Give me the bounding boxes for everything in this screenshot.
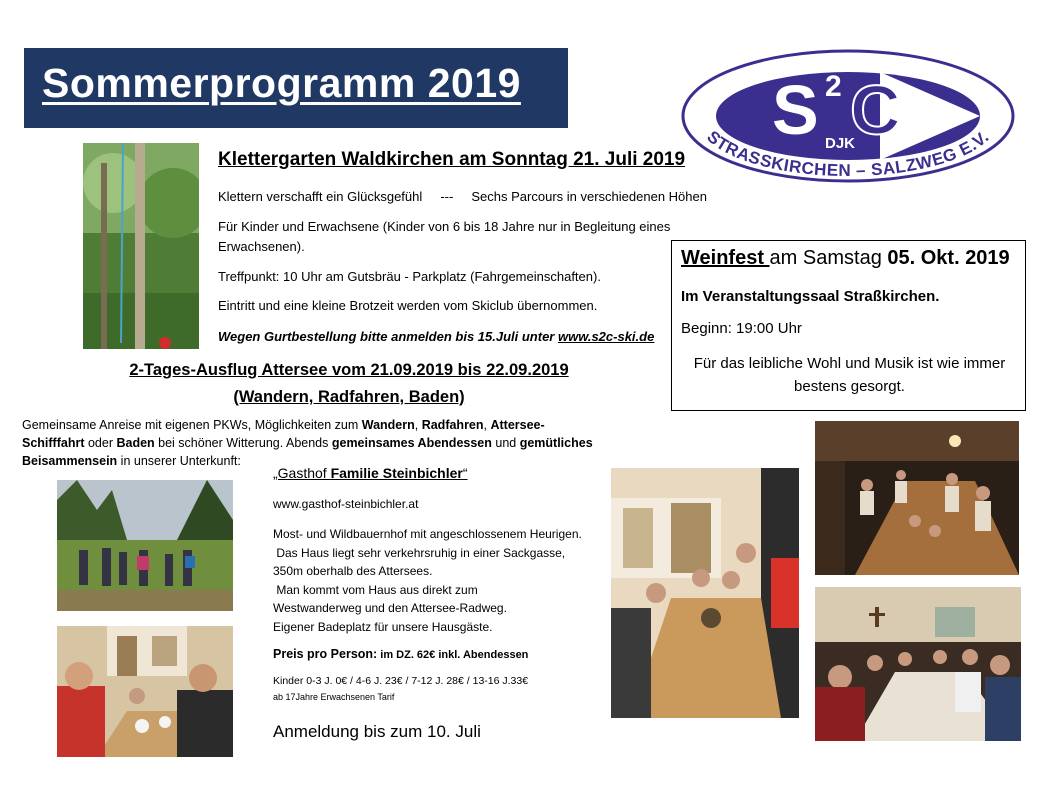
weinfest-venue: Im Veranstaltungssaal Straßkirchen. [681, 288, 940, 305]
dinner-table-photo [57, 626, 233, 757]
page-title: Sommerprogramm 2019 [42, 60, 521, 106]
toasting-photo [611, 468, 799, 718]
logo-sup: 2 [825, 70, 842, 103]
climbing-age-info: Für Kinder und Erwachsene (Kinder von 6 bis 18 Jahre nur in Begleitung eines Erwachsenen). [218, 219, 671, 254]
gasthof-website[interactable]: www.gasthof-steinbichler.at [273, 497, 419, 511]
hiking-group-photo [57, 480, 233, 611]
logo-s: S [772, 71, 819, 149]
climbing-intro: Klettern verschafft ein Glücksgefühl --- Sechs Parcours in verschiedenen Höhen [218, 189, 707, 204]
registration-deadline: Anmeldung bis zum 10. Juli [273, 722, 481, 741]
klettergarten-title: Klettergarten Waldkirchen am Sonntag 21. Juli 2019 [218, 149, 686, 170]
attersee-description: Gemeinsame Anreise mit eigenen PKWs, Möglichkeiten zum Wandern, Radfahren, Attersee- Schifffahrt oder Baden bei schöner Witterung. Abends gemeinsames Abendessen und gemütliches Beisammensein in unserer Unterkunft: [22, 418, 593, 468]
weinfest-box [671, 240, 1026, 411]
forest-climbing-photo [83, 143, 199, 349]
price-info: Preis pro Person: im DZ. 62€ inkl. Abendessen [273, 647, 529, 661]
logo-djk: DJK [825, 135, 856, 152]
club-website-link[interactable]: www.s2c-ski.de [557, 329, 655, 344]
entry-info: Eintritt und eine kleine Brotzeit werden vom Skiclub übernommen. [218, 298, 598, 313]
kids-prices: Kinder 0-3 J. 0€ / 4-6 J. 23€ / 7-12 J. 28€ / 13-16 J.33€ [273, 675, 529, 687]
weinfest-begin: Beginn: 19:00 Uhr [681, 320, 802, 337]
gasthof-name: „Gasthof Familie Steinbichler“ [273, 465, 468, 481]
attersee-title: 2-Tages-Ausflug Attersee vom 21.09.2019 bis 22.09.2019 (Wandern, Radfahren, Baden) [129, 361, 569, 406]
logo-c: C [850, 71, 901, 149]
meeting-point: Treffpunkt: 10 Uhr am Gutsbräu - Parkplatz (Fahrgemeinschaften). [218, 269, 601, 284]
club-logo [680, 48, 1016, 184]
gasthof-description: Most- und Wildbauernhof mit angeschlossenem Heurigen. Das Haus liegt sehr verkehrsruhig in einer Sackgasse, 350m oberhalb des Attersees. Man kommt vom Haus aus direkt zum Westwanderweg und den Attersee-Radweg. Eigener Badeplatz für unsere Hausgäste. [273, 527, 582, 634]
weinfest-title: Weinfest am Samstag 05. Okt. 2019 [681, 247, 1010, 269]
registration-note: Wegen Gurtbestellung bitte anmelden bis 15.Juli unter www.s2c-ski.de [218, 329, 655, 344]
title-banner [24, 48, 568, 128]
weinfest-description: Für das leibliche Wohl und Musik ist wie immer bestens gesorgt. [693, 355, 1006, 395]
adult-tariff: ab 17Jahre Erwachsenen Tarif [273, 692, 395, 702]
weinfest-party-photo-2 [815, 587, 1021, 741]
weinfest-party-photo-1 [815, 421, 1019, 575]
logo-ring-text: STRASSKIRCHEN – SALZWEG E.V. [703, 126, 993, 181]
